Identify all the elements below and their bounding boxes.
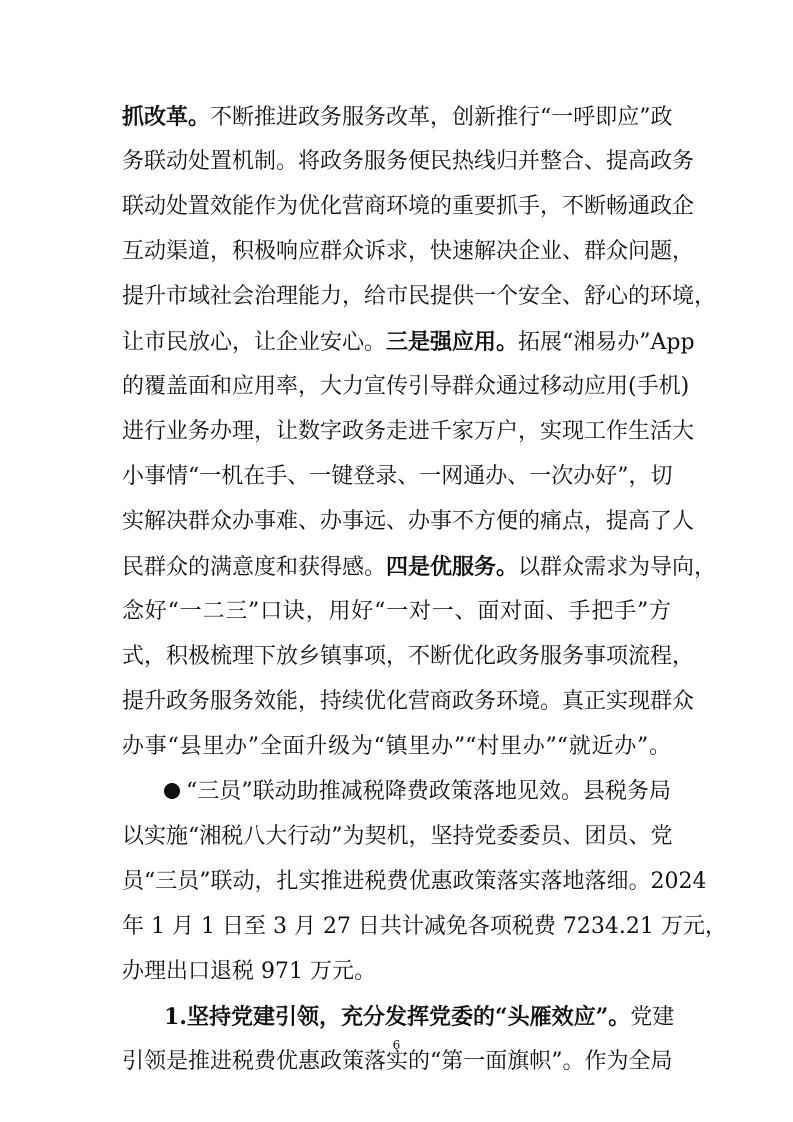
line-text: 办事“县里办”全面升级为“镇里办”“村里办”“就近办”。 [122, 734, 671, 759]
text-line-2 [122, 142, 695, 182]
line-text: 年 1 月 1 日至 3 月 27 日共计减免各项税费 7234.21 万元， [122, 914, 727, 939]
text-line-5 [122, 277, 717, 317]
bullet-icon [164, 783, 180, 799]
line-text: 拓展“湘易办”App [518, 330, 695, 355]
text-line-19 [122, 907, 727, 947]
text-line-10 [122, 502, 695, 542]
line-text: 以群众需求为导向， [518, 555, 717, 580]
text-line-3 [122, 187, 695, 227]
text-line-4 [122, 232, 695, 272]
heading-qiangyingyong: 三是强应用。 [386, 329, 519, 355]
line-text: 以实施“湘税八大行动”为契机，坚持党委委员、团员、党 [122, 824, 673, 849]
line-text: 务联动处置机制。将政务服务便民热线归并整合、提高政务 [122, 149, 695, 174]
text-line-18 [122, 862, 707, 902]
line-text: 提升政务服务效能，持续优化营商政务环境。真正实现群众 [122, 689, 695, 714]
heading-dangjian-yinling: 1.坚持党建引领，充分发挥党委的“头雁效应”。 [164, 1004, 631, 1030]
line-text: 念好“一二三”口诀，用好“一对一、面对面、手把手”方 [122, 599, 671, 624]
text-line-11 [122, 547, 717, 587]
line-text: 提升市域社会治理能力，给市民提供一个安全、舒心的环境， [122, 284, 717, 309]
text-line-17 [122, 817, 671, 857]
text-line-1 [122, 97, 671, 137]
line-text: 员“三员”联动，扎实推进税费优惠政策落实落地落细。2024 [122, 869, 707, 894]
text-line-14 [122, 682, 695, 722]
text-line-12 [122, 592, 671, 632]
line-text: 引领是推进税费优惠政策落实的“第一面旗帜”。作为全局 [122, 1049, 673, 1074]
text-line-21 [164, 997, 675, 1037]
text-line-6 [122, 322, 695, 362]
text-line-20 [122, 952, 671, 992]
line-text: “三员”联动助推减税降费政策落地见效。县税务局 [186, 779, 671, 804]
heading-youfuwu: 四是优服务。 [386, 554, 519, 580]
text-line-7 [122, 367, 690, 407]
line-text: 小事情“一机在手、一键登录、一网通办、一次办好”，切 [122, 464, 673, 489]
line-text: 联动处置效能作为优化营商环境的重要抓手，不断畅通政企 [122, 194, 695, 219]
line-text: 的覆盖面和应用率，大力宣传引导群众通过移动应用(手机) [122, 374, 690, 399]
line-text: 实解决群众办事难、办事远、办事不方便的痛点，提高了人 [122, 509, 695, 534]
text-line-9 [122, 457, 671, 497]
line-text: 民群众的满意度和获得感。 [122, 555, 387, 580]
line-text: 进行业务办理，让数字政务走进千家万户，实现工作生活大 [122, 419, 695, 444]
line-text: 党建 [630, 1005, 675, 1030]
line-text: 办理出口退税 971 万元。 [122, 959, 376, 984]
text-line-13 [122, 637, 695, 677]
text-line-16 [164, 772, 671, 812]
text-line-8 [122, 412, 695, 452]
line-text: 互动渠道，积极响应群众诉求，快速解决企业、群众问题， [122, 239, 695, 264]
text-line-15 [122, 727, 671, 767]
heading-zhuagaige: 抓改革。 [122, 104, 211, 130]
page-number: 6 [392, 1038, 401, 1052]
line-text: 不断推进政务服务改革，创新推行“一呼即应”政 [210, 105, 673, 130]
line-text: 式，积极梳理下放乡镇事项，不断优化政务服务事项流程， [122, 644, 695, 669]
line-text: 让市民放心，让企业安心。 [122, 330, 387, 355]
